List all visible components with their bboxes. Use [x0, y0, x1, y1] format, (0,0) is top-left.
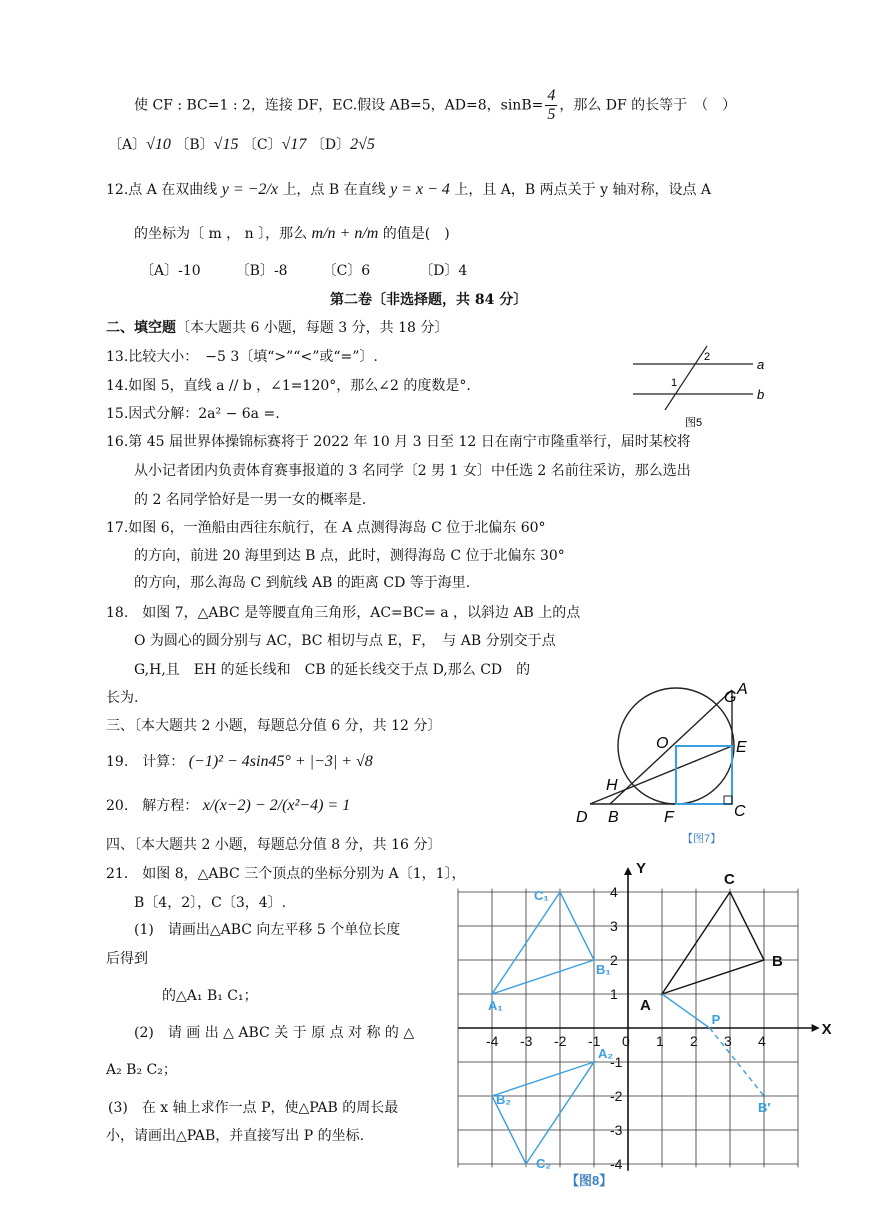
fig7-A: A	[737, 681, 748, 698]
q12-line-eq: y = x − 4	[390, 181, 450, 198]
fig8-x-arrow	[812, 1024, 820, 1032]
fig8-pt-bprime: B′	[758, 1100, 771, 1115]
part2-title: 第二卷〔非选择题，共 84 分〕	[330, 292, 528, 308]
fig5-label-b: b	[757, 387, 765, 402]
fig7-F: F	[664, 809, 674, 826]
q14: 14.如图 5，直线 a // b ，∠1=120°，那么∠2 的度数是°.	[106, 378, 471, 394]
sec3-heading: 三、〔本大题共 2 小题，每题总分值 6 分，共 12 分〕	[106, 718, 442, 734]
fig8-axis-x-label: X	[821, 1021, 832, 1038]
q12-text-e: 的值是( )	[382, 226, 450, 242]
fig8-ytick: -1	[610, 1054, 623, 1070]
opt-b: 〔B〕	[175, 137, 214, 153]
fig8-xtick: 2	[690, 1033, 698, 1049]
q13: 13.比较大小： −5 3〔填“>”“<”或“=”〕.	[106, 349, 378, 365]
fig8-xtick: -3	[520, 1033, 533, 1049]
q12-expr: m/n + n/m	[311, 225, 379, 242]
q12-curve: y = −2/x	[221, 181, 278, 198]
fig8-triangle-abc	[662, 892, 764, 994]
q12-line2	[134, 226, 450, 242]
q11-options	[108, 137, 375, 153]
fig5-label-2: 2	[704, 351, 711, 363]
q11-fraction	[545, 88, 557, 123]
q21-sub3a: (3) 在 x 轴上求作一点 P，使△PAB 的周长最	[108, 1100, 399, 1116]
fig7-G: G	[724, 689, 737, 706]
q12-options: 〔A〕-10 〔B〕-8 〔C〕6 〔D〕4	[140, 263, 468, 279]
fig8-pt-b1: B₁	[596, 962, 611, 977]
fig8-ytick: -3	[610, 1122, 623, 1138]
q12-text-a: 12.点 A 在双曲线	[106, 182, 218, 198]
fig8-triangle-a1b1c1	[492, 892, 594, 994]
sec4-heading: 四、〔本大题共 2 小题，每题总分值 8 分，共 16 分〕	[106, 837, 442, 853]
fig8-ytick: 1	[610, 986, 618, 1002]
q11-text: 使 CF : BC=1 : 2，连接 DF，EC.假设 AB=5，AD=8，sinB=	[134, 97, 544, 114]
q11-line	[134, 88, 736, 123]
q19	[106, 754, 373, 770]
sec2-title: 二、填空题	[106, 320, 176, 336]
q18-line1: 18. 如图 7，△ABC 是等腰直角三角形，AC=BC= a ，以斜边 AB 上的点	[106, 605, 581, 621]
fig7-E: E	[736, 739, 747, 756]
q20-label: 20. 解方程：	[106, 798, 199, 814]
fig8-pt-b: B	[772, 953, 783, 970]
q18-line4: 长为.	[106, 690, 139, 706]
fig8-xtick: -2	[554, 1033, 567, 1049]
fig5-caption: 图5	[685, 417, 703, 429]
fig7-B: B	[608, 809, 619, 826]
fig7-C: C	[734, 803, 746, 820]
fig8-grid	[458, 867, 820, 1171]
fig8-pt-c2: C₂	[536, 1156, 552, 1171]
fig8-ytick: 2	[610, 952, 618, 968]
q21-sub2b: A₂ B₂ C₂；	[106, 1062, 177, 1078]
q17-line3: 的方向，那么海岛 C 到航线 AB 的距离 CD 等于海里.	[134, 575, 471, 591]
fig8-xtick: -4	[486, 1033, 499, 1049]
fig8-triangle-a2b2c2	[492, 1062, 594, 1164]
q17-line2: 的方向，前进 20 海里到达 B 点，此时，测得海岛 C 位于北偏东 30°	[134, 548, 565, 564]
fig8-xtick: 3	[724, 1033, 732, 1049]
fig8-xtick: -1	[588, 1033, 601, 1049]
frac-den: 5	[547, 106, 556, 123]
q18-line3: G,H,且 EH 的延长线和 CB 的延长线交于点 D,那么 CD 的	[134, 662, 531, 678]
opt-c: 〔C〕	[242, 137, 282, 153]
fig8-pt-a1: A₁	[488, 998, 503, 1013]
q16-line2: 从小记者团内负责体育赛事报道的 3 名同学〔2 男 1 女〕中任选 2 名前往采访，那么选出	[134, 463, 691, 479]
q12-text-c: 上，且 A，B 两点关于 y 轴对称，设点 A	[454, 182, 712, 198]
q21-sub2a: (2) 请 画 出 △ ABC 关 于 原 点 对 称 的 △	[134, 1025, 415, 1041]
opt-c-val: √17	[281, 136, 307, 153]
q15: 15.因式分解：2a² − 6a =.	[106, 406, 280, 422]
q21-line2: B〔4，2〕，C〔3，4〕.	[134, 895, 287, 911]
q11-tail: ，那么 DF 的长等于 （ ）	[559, 97, 737, 114]
fig8-pt-a2: A₂	[598, 1046, 614, 1061]
opt-b-val: √15	[213, 136, 239, 153]
q21-sub1b: 后得到	[106, 951, 148, 967]
fig8-pt-c1: C₁	[534, 888, 549, 903]
frac-num: 4	[547, 87, 556, 104]
opt-a-val: √10	[146, 136, 171, 153]
fig7-caption: 【图7】	[682, 833, 722, 845]
q16-line1: 16.第 45 届世界体操锦标赛将于 2022 年 10 月 3 日至 12 日在南宁市隆重举行，届时某校将	[106, 434, 691, 450]
figure-7	[572, 676, 772, 848]
q21-sub1c: 的△A₁ B₁ C₁；	[162, 988, 258, 1004]
q21-sub1a: (1) 请画出△ABC 向左平移 5 个单位长度	[134, 922, 401, 938]
fig8-xtick: 4	[758, 1033, 766, 1049]
fig7-D: D	[576, 809, 588, 826]
fig8-line-ap	[662, 994, 710, 1028]
q18-line2: O 为圆心的圆分别与 AC，BC 相切与点 E，F， 与 AB 分别交于点	[134, 633, 556, 649]
fig8-pt-a: A	[640, 997, 651, 1014]
fig8-y-arrow	[624, 867, 632, 875]
q21-sub3b: 小，请画出△PAB，并直接写出 P 的坐标.	[106, 1128, 365, 1144]
fig5-label-a: a	[757, 357, 765, 372]
q20	[106, 798, 350, 814]
q19-expr: (−1)² − 4sin45° + |−3| + √8	[188, 753, 373, 770]
q12-text-d: 的坐标为〔 m ， n 〕，那么	[134, 226, 308, 242]
q12-text-b: 上，点 B 在直线	[282, 182, 386, 198]
q20-expr: x/(x−2) − 2/(x²−4) = 1	[202, 797, 351, 814]
q17-line1: 17.如图 6，一渔船由西往东航行，在 A 点测得海岛 C 位于北偏东 60°	[106, 520, 546, 536]
fig8-pt-p: P	[711, 1012, 721, 1027]
fig8-pt-c: C	[724, 871, 735, 888]
opt-a: 〔A〕	[108, 137, 147, 153]
q12-line1	[106, 182, 711, 198]
q19-label: 19. 计算：	[106, 754, 185, 770]
figure-5	[625, 342, 770, 430]
fig8-caption: 【图8】	[566, 1173, 613, 1188]
fig7-O: O	[656, 735, 669, 752]
fig8-ytick: -2	[610, 1088, 623, 1104]
fig8-pt-b2: B₂	[496, 1092, 512, 1107]
opt-d: 〔D〕	[310, 137, 351, 153]
opt-d-val: 2√5	[350, 136, 375, 153]
fig8-ytick: 4	[610, 884, 618, 900]
sec2-desc: 〔本大题共 6 小题，每题 3 分，共 18 分〕	[176, 320, 449, 336]
fig8-xtick: 0	[622, 1033, 630, 1049]
q21-line1: 21. 如图 8，△ABC 三个顶点的坐标分别为 A〔1，1〕，	[106, 866, 466, 882]
fig8-xtick: 1	[656, 1033, 664, 1049]
fig8-ytick: 3	[610, 918, 618, 934]
fig5-label-1: 1	[671, 377, 678, 389]
fig7-H: H	[606, 777, 618, 794]
q16-line3: 的 2 名同学恰好是一男一女的概率是.	[134, 492, 367, 508]
fig8-ytick: -4	[610, 1156, 623, 1172]
fig8-labels	[486, 860, 832, 1188]
fig8-axis-y-label: Y	[636, 860, 647, 877]
sec2-heading	[106, 321, 448, 335]
figure-8	[456, 860, 832, 1195]
